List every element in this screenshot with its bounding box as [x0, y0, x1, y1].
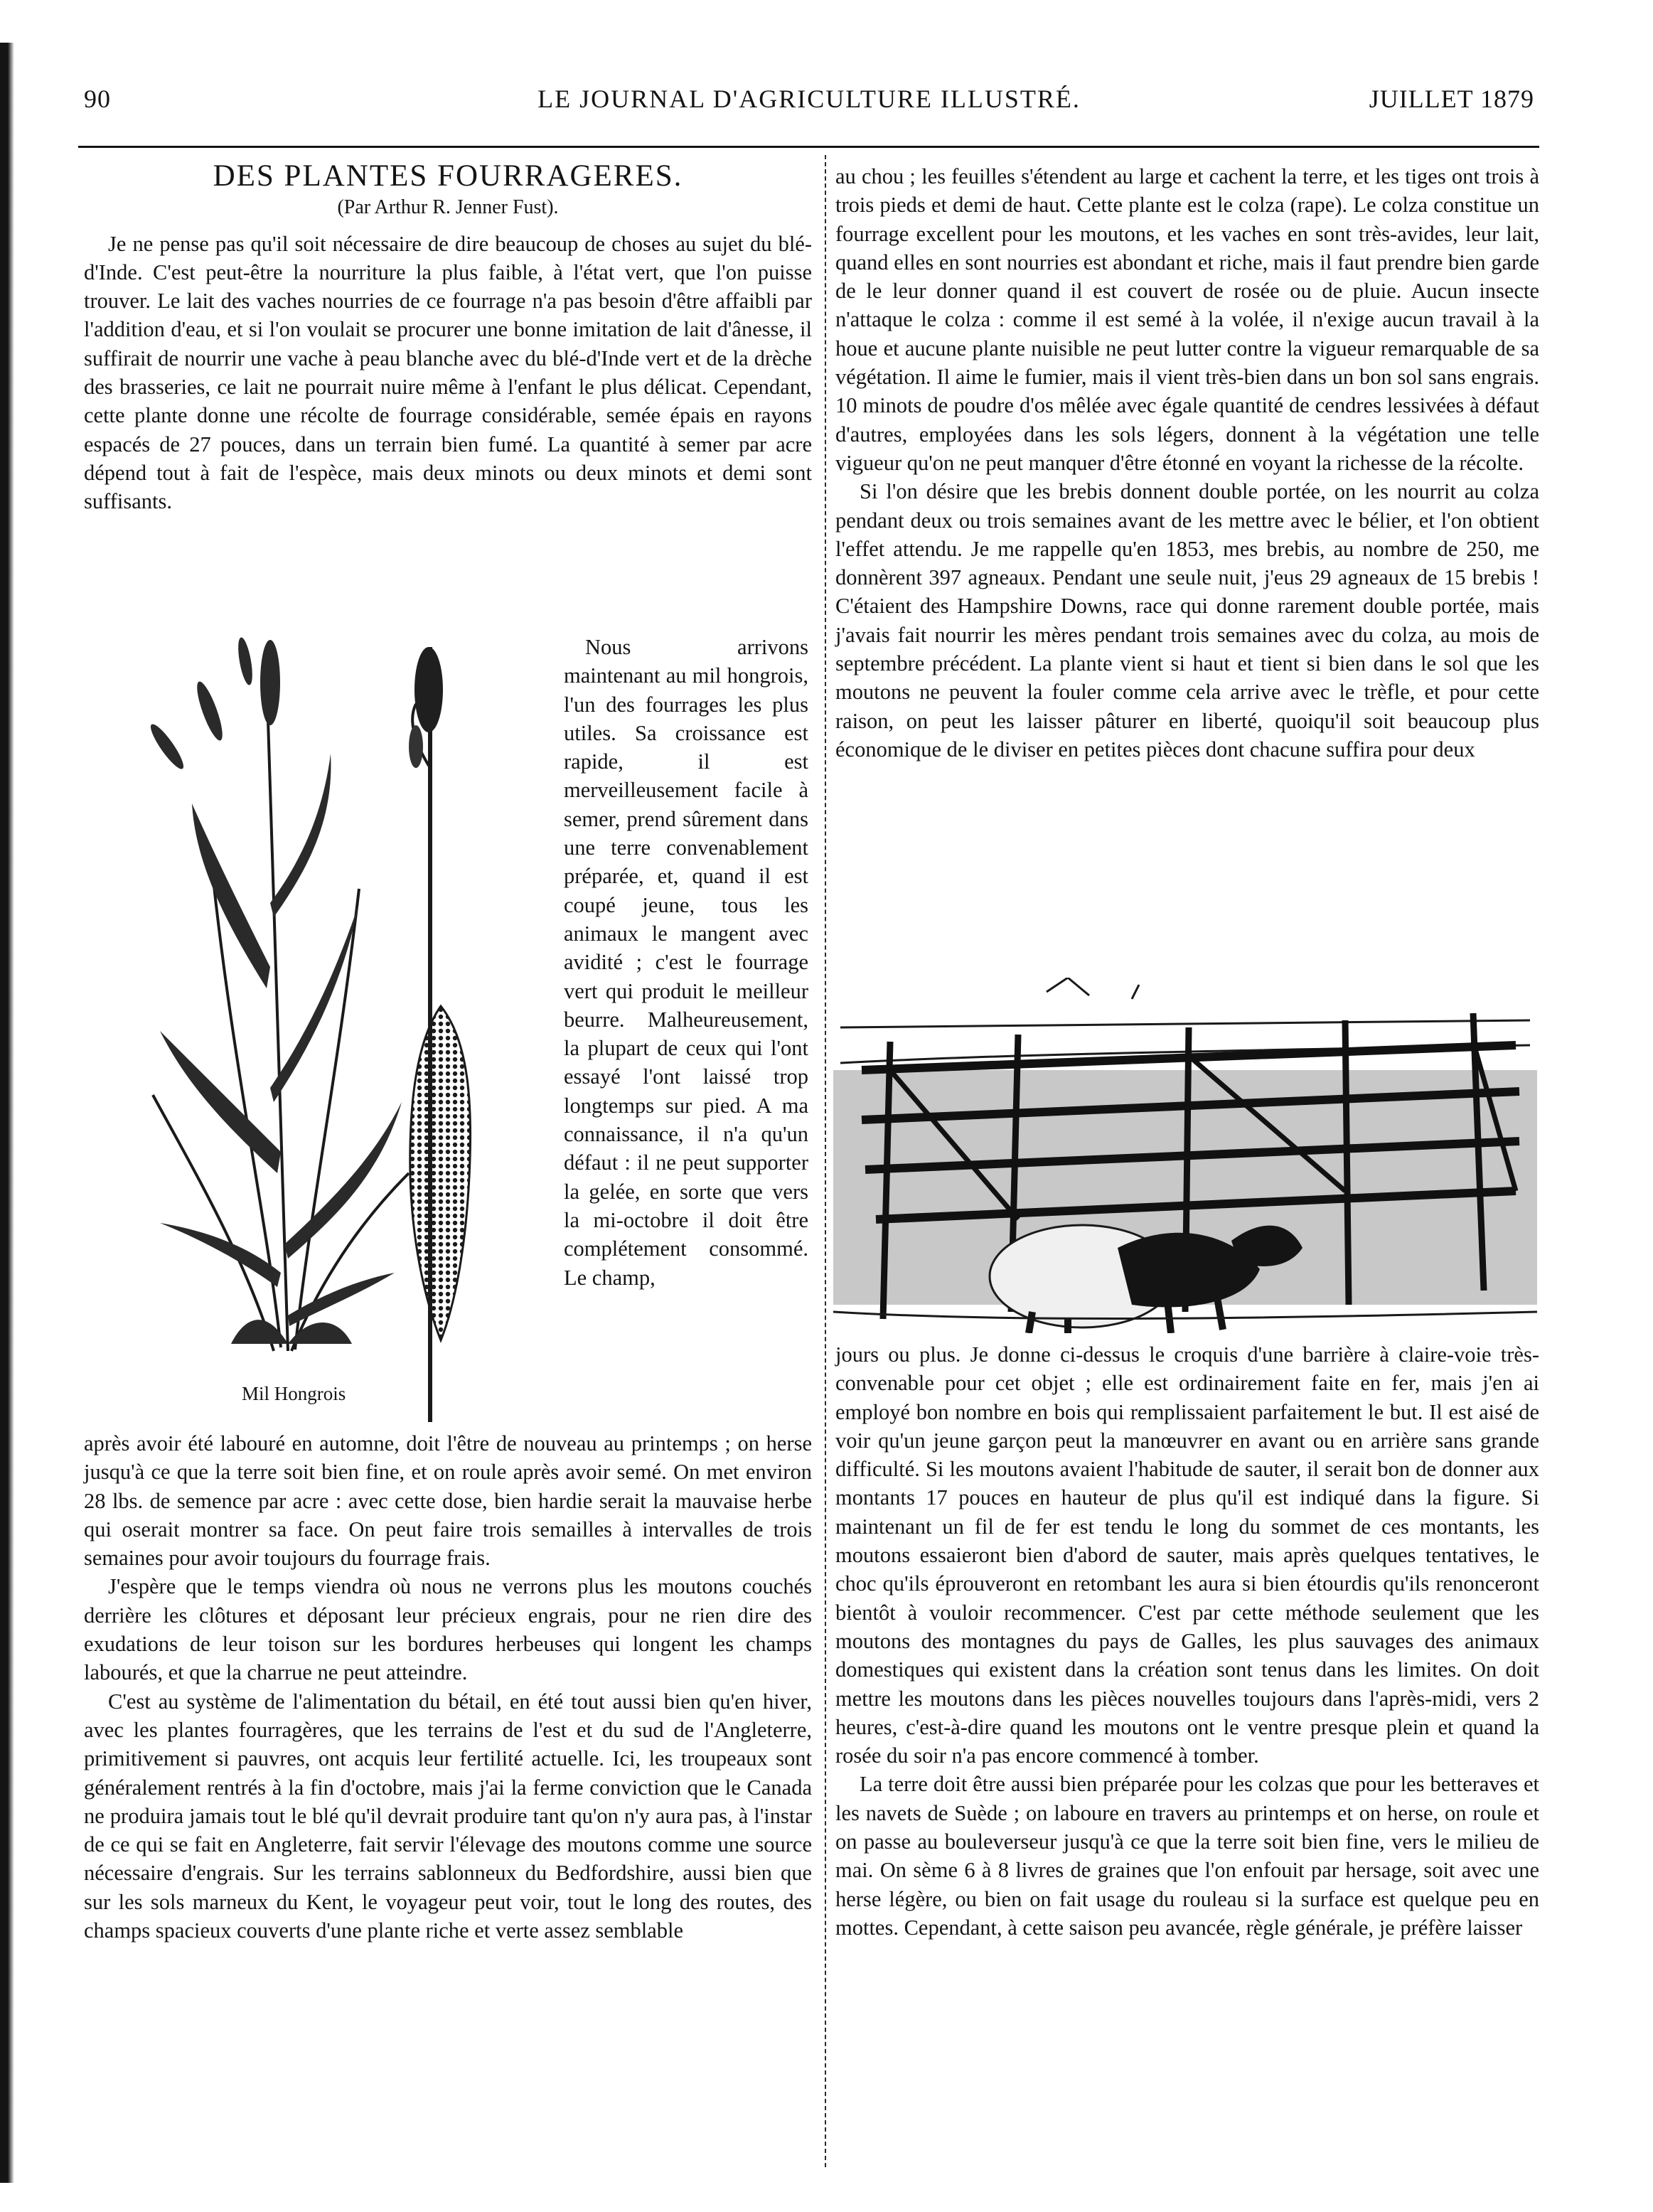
article-byline: (Par Arthur R. Jenner Fust). [337, 196, 559, 219]
column-divider [825, 155, 826, 2167]
paragraph: C'est au système de l'alimentation du bétail, en été tout aussi bien qu'en hiver, avec les plantes fourragères, que les terrains de l'est et du sud de l'Angleterre, primitivement si pauvres, ont acquis leur fertilité actuelle. Ici, les troupeaux sont généralement rentrés à la fin d'octobre, mais j'ai la ferme conviction que le Canada ne produira jamais tout le blé qu'il devrait produire tant qu'on n'y aura pas, à l'instar de ce qui se fait en Angleterre, fait servir l'élevage des moutons comme une source nécessaire d'engrais. Sur les terrains sablonneux du Bedfordshire, aussi bien que sur les sols marneux du Kent, le voyageur peut voir, tout le long des routes, des champs spacieux couverts d'une plante riche et verte assez semblable [84, 1689, 812, 1943]
millet-seedhead-illustration [402, 999, 480, 1347]
issue-date: JUILLET 1879 [1369, 85, 1534, 113]
right-column-bottom [835, 1340, 1539, 1942]
sheep-hurdle-illustration [833, 978, 1537, 1333]
millet-illustration [124, 633, 423, 1365]
paragraph: Nous arrivons maintenant au mil hongrois, l'un des fourrages les plus utiles. Sa croissance est rapide, il est merveilleusement facile à semer, prend sûrement dans une terre convenablement préparée, et, quand il est coupé jeune, tous les animaux le mangent avec avidité ; c'est le fourrage vert qui produit le meilleur beurre. Malheureusement, la plupart de ceux qui l'ont essayé l'ont laissé trop longtemps sur pied. A ma connaissance, il n'a qu'un défaut : il ne peut supporter la gelée, en sorte que vers la mi-octobre il doit être complétement consommé. Le champ, [564, 635, 808, 1290]
paragraph: au chou ; les feuilles s'étendent au large et cachent la terre, et les tiges ont trois à trois pieds et demi de haut. Cette plante est le colza (rape). Le colza constitue un fourrage excellent pour les moutons, et les vaches en sont très-avides, leur lait, quand elles en sont nourries est abondant et riche, mais il faut prendre bien garde de le leur donner quand il est couvert de rosée ou de pluie. Aucun insecte n'attaque le colza : comme il est semé à la volée, il n'exige aucun travail à la houe et aucune plante nuisible ne peut lutter contre la vigueur remarquable de sa végétation. Il aime le fumier, mais il vient très-bien dans un bon sol sans engrais. 10 minots de poudre d'os mêlée avec égale quantité de cendres lessivées à défaut d'autres, employées dans les sols légers, donnent à la végétation une telle vigueur qu'on ne peut manquer d'être étonné en voyant la richesse de la récolte. [835, 164, 1539, 475]
paragraph: Je ne pense pas qu'il soit nécessaire de dire beaucoup de choses au sujet du blé-d'Inde. C'est peut-être la nourriture la plus faible, à l'état vert, que l'on puisse trouver. Le lait des vaches nourries de ce fourrage n'a pas besoin d'être affaibli par l'addition d'eau, et si l'on voulait se procurer une bonne imitation de lait d'ânesse, il suffirait de nourrir une vache à peau blanche avec du blé-d'Inde vert et de la drèche des brasseries, ce lait ne pourrait nuire même à l'enfant le plus délicat. Cependant, cette plante donne une récolte de fourrage considérable, semée épais en rayons espacés de 27 pouces, dans un terrain bien fumé. La quantité à semer par acre dépend tout à fait de l'espèce, mais deux minots ou deux minots et demi sont suffisants. [84, 231, 812, 514]
left-column-bottom [84, 1429, 812, 1945]
header-rule [78, 146, 1539, 148]
paragraph: J'espère que le temps viendra où nous ne verrons plus les moutons couchés derrière les clôtures et déposant leur précieux engrais, pour ne rien dire des exudations de leur toison sur les bordures herbeuses qui longent les champs labourés, et que la charrue ne peut atteindre. [84, 1574, 812, 1685]
paragraph: Si l'on désire que les brebis donnent double portée, on les nourrit au colza pendant deux ou trois semaines avant de les mettre avec le bélier, et l'on obtient l'effet attendu. Je me rappelle qu'en 1853, mes brebis, au nombre de 250, me donnèrent 397 agneaux. Pendant une seule nuit, j'eus 29 agneaux de 15 brebis ! C'étaient des Hampshire Downs, race qui donne rarement double portée, mais j'avais fait nourrir les mères pendant trois semaines avec du colza, au mois de septembre précédent. La plante vient si haut et tient si bien dans le sol que les moutons ne peuvent la fouler comme cela arrive avec le trèfle, et pour cette raison, on peut les laisser pâturer en liberté, quoiqu'il soit beaucoup plus économique de le diviser en petites pièces dont chacune suffira pour deux [835, 479, 1539, 762]
journal-title: LE JOURNAL D'AGRICULTURE ILLUSTRÉ. [537, 85, 1081, 113]
paragraph: jours ou plus. Je donne ci-dessus le croquis d'une barrière à claire-voie très-convenable pour cet objet ; elle est ordinairement faite en fer, mais j'en ai employé bon nombre en bois qui remplissaient parfaitement le but. Il est aisé de voir qu'un jeune garçon peut la manœuvrer en avant ou en arrière sans grande difficulté. Si les moutons avaient l'habitude de sauter, il serait bon de donner aux montants 17 pouces en hauteur de plus qu'il est indiqué dans la figure. Si maintenant un fil de fer est tendu le long du sommet de ces montants, les moutons essaieront bien d'abord de sauter, mais après quelques tentatives, le choc qu'ils éprouveront en retombant les aura si bien étourdis qu'ils renonceront bientôt à vouloir recommencer. C'est par cette méthode seulement que les moutons des montagnes du pays de Galles, les plus sauvages des animaux domestiques qui existent dans la création sont tenus dans les limites. On doit mettre les moutons dans les pièces nouvelles toujours dans l'après-midi, vers 2 heures, c'est-à-dire quand les moutons ont le ventre presque plein et quand la rosée du soir n'a pas encore commencé à tomber. [835, 1342, 1539, 1768]
paragraph: La terre doit être aussi bien préparée pour les colzas que pour les betteraves et les navets de Suède ; on laboure en travers au printemps et on herse, on roule et on passe au bouleverseur jusqu'à ce que la terre soit bien fine, vers le milieu de mai. On sème 6 à 8 livres de graines que l'on enfouit par hersage, soit avec une herse légère, ou bien on fait usage du rouleau si la surface est quelque peu en mottes. Cependant, à cette saison peu avancée, règle générale, je préfère laisser [835, 1772, 1539, 1940]
right-column-top [835, 162, 1539, 764]
page-header [84, 84, 1534, 127]
left-column-top [84, 159, 812, 516]
paragraph: après avoir été labouré en automne, doit l'être de nouveau au printemps ; on herse jusqu'à ce que la terre soit bien fine, et on roule après avoir semé. On met environ 28 lbs. de semence par acre : avec cette dose, bien hardie serait la mauvaise herbe qui oserait montrer sa face. On peut faire trois semailles à intervalles de trois semaines pour avoir toujours du fourrage frais. [84, 1431, 812, 1571]
article-title: DES PLANTES FOURRAGERES. [213, 159, 683, 193]
left-column-wrap [564, 633, 808, 1292]
page-number: 90 [84, 85, 111, 113]
scan-edge [0, 43, 14, 2183]
millet-caption: Mil Hongrois [242, 1383, 346, 1404]
